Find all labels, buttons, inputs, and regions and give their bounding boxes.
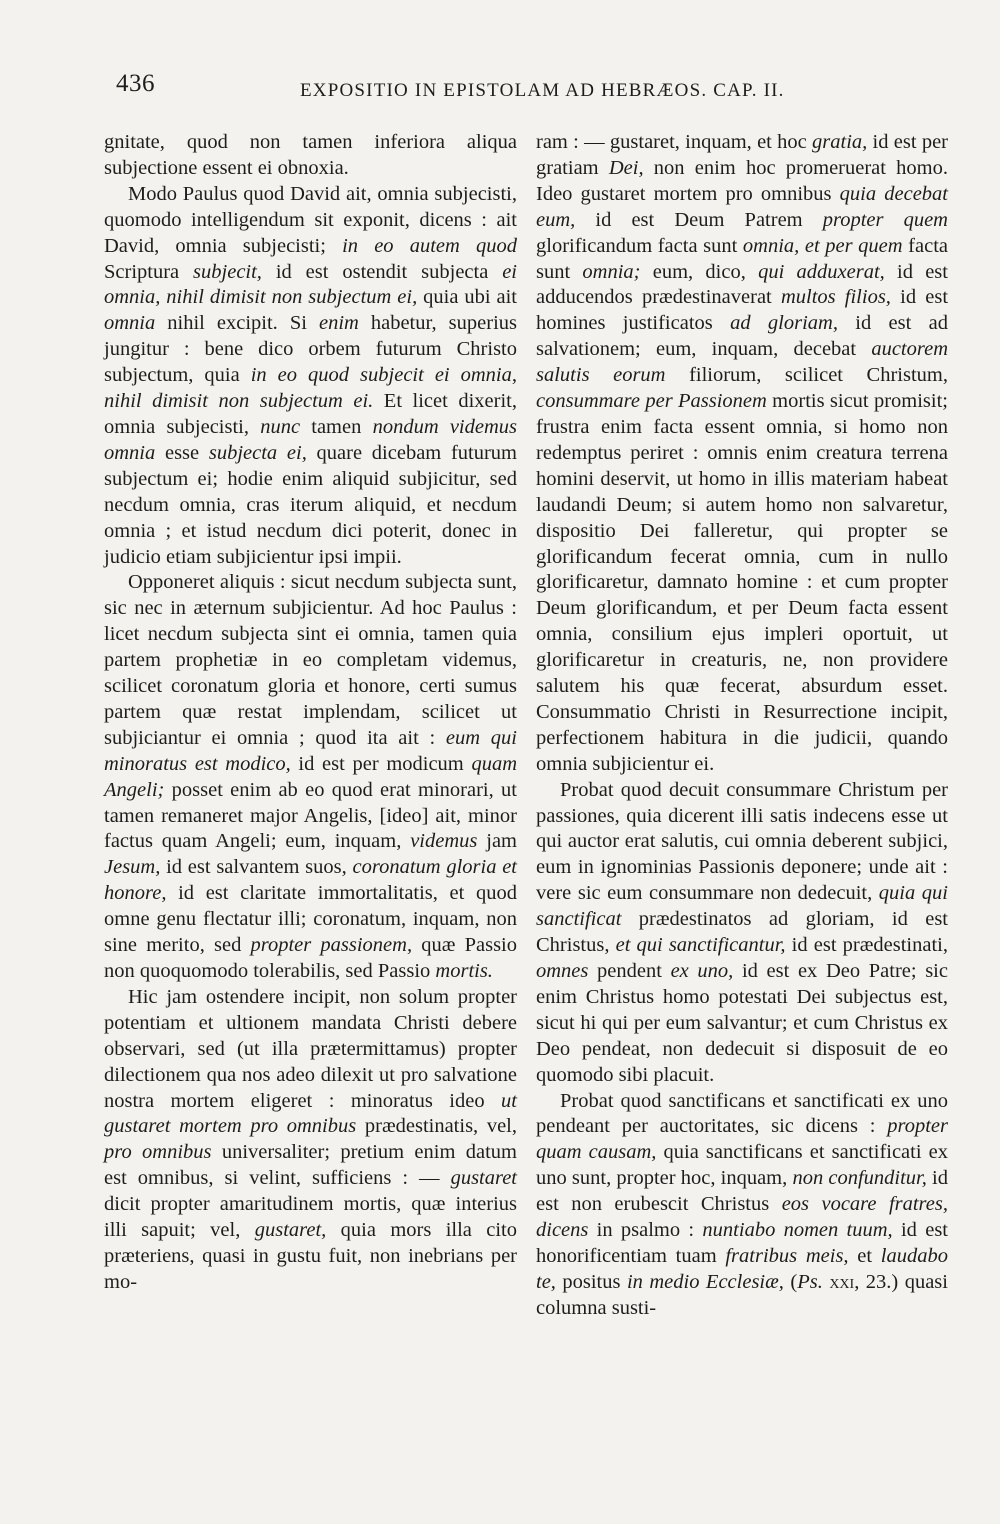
italic-text-run: ut gustaret mortem pro omnibus [104,1089,517,1138]
italic-text-run: subjecta ei, [208,441,307,464]
italic-text-run: propter quam causam, [536,1115,948,1164]
italic-text-run: quia decebat eum, [536,182,948,231]
text-run: esse [155,441,209,464]
italic-text-run: gustaret [450,1167,517,1190]
text-run: universaliter; pretium enim datum est omnibus, si velint, sufficiens : — [104,1141,517,1190]
text-run: id est per gratiam [536,131,948,179]
paragraph [104,182,517,571]
italic-text-run: laudabo te, [536,1244,948,1293]
italic-text-run: nuntiabo nomen tuum, [702,1219,893,1242]
text-run: id est prædestinati, [785,934,948,957]
italic-text-run: Ps. [797,1270,823,1293]
text-run: prædestinatos ad gloriam, id est Christus, [536,908,948,957]
paragraph [104,570,517,985]
italic-text-run: Jesum, [104,856,161,879]
italic-text-run: propter passionem, [250,934,413,957]
text-run: xxi [829,1270,855,1293]
italic-text-run: quia qui sanctificat [536,882,948,931]
italic-text-run: ex uno, [670,960,734,982]
italic-text-run: eos vocare fratres, dicens [536,1193,948,1242]
text-run: posset enim ab eo quod erat minorari, ut tamen remaneret major Angelis, [ideo] ait, minor factus quam Angeli; eum, inquam, [104,778,517,853]
text-run: id est homines justificatos [536,286,949,335]
text-run: glorificandum facta sunt [536,234,743,257]
paragraph [104,985,517,1296]
text-run: ( [783,1270,798,1293]
text-run: nihil excipit. Si [155,312,319,335]
text-run: quia mors illa cito præteriens, quasi in gustu fuit, non inebrians per mo- [104,1219,517,1293]
text-run: facta sunt [536,234,948,283]
text-run: Probat quod decuit consummare Christum per passiones, quia dicerent illi satis indecens esse ut qui auctor erat salutis, cui omnia deberent subjici, eum in ignominias Passionis deponere; unde ait : vere sic eum consummare non dedecuit, [536,778,948,905]
text-run: Scriptura [104,260,194,283]
text-run: ram : — gustaret, inquam, et hoc [536,131,813,153]
italic-text-run: in eo quod subjecit ei omnia, nihil dimisit non subjectum ei. [104,364,518,413]
paragraph [536,778,948,1089]
italic-text-run: quam Angeli; [104,752,517,801]
text-run: id est ostendit subjecta [261,260,503,283]
text-run: filiorum, scilicet Christum, [665,364,948,387]
text-run: id est ex Deo Patre; sic enim Christus homo potestati Dei subjectus est, sicut hi qui per eum salvantur; et cum Christus ex Deo pendeat, non dedecuit si disposuit de eo quomodo sibi placuit. [536,960,948,1086]
italic-text-run: Dei, [608,156,644,179]
italic-text-run: enim [318,312,359,335]
italic-text-run: multos filios, [780,286,891,309]
page-number: 436 [116,70,155,97]
text-run: id est non erubescit Christus [536,1167,948,1216]
italic-text-run: nondum videmus omnia [104,415,517,464]
text-run: non enim hoc promeruerat homo. Ideo gustaret mortem pro omnibus [536,156,948,205]
italic-text-run: pro omnibus [104,1141,212,1164]
paragraph [536,1089,948,1322]
italic-text-run: in medio Ecclesiæ, [626,1270,784,1293]
italic-text-run: auctorem salutis eorum [536,338,948,387]
text-run: mortis sicut promisit; frustra enim facta essent omnia, si homo non redemptus periret : omnis enim creatura terrena homini deservit, ut homo in illis materiam habeat laudandi Deum; si autem homo non salvaretur, dispositio Dei falleretur, qui propter se glorificandum fecerat omnia, cum in nullo glorificaretur, damnato homine : et cum propter Deum glorificandum, et per Deum facta essent omnia, consilium ejus impleri oportuit, ut glorificaretur in creaturis, ne, non providere salutem his quæ fecerat, absurdum esset. Consummatio Christi in Resurrectione incipit, perfectionem habitura in die judicii, quando omnia subjicientur ei. [536,390,948,775]
italic-text-run: et qui sanctificantur, [615,934,786,957]
italic-text-run: coronatum gloria et honore, [104,856,517,905]
text-run: pendent [588,960,671,982]
text-run: id est Deum Patrem [575,208,823,231]
text-run: tamen [300,415,373,438]
text-run: id est adducendos prædestinaverat [536,260,948,309]
text-run: Et licet dixerit, omnia subjecisti, [104,390,517,438]
paragraph [536,130,948,778]
text-run: habetur, superius jungitur : bene dico orbem futurum Christo subjectum, quia [104,312,517,387]
italic-text-run: omnes [536,960,589,982]
text-run: dicit propter amaritudinem mortis, quæ interius illi sapuit; vel, [104,1193,517,1242]
text-run: , 23.) quasi columna susti- [536,1270,948,1319]
text-run: id est ad salvationem; eum, inquam, decebat [536,312,948,361]
italic-text-run: qui adduxerat, [758,260,885,283]
text-run: in psalmo : [588,1219,703,1242]
left-text-column [104,130,517,1296]
text-run: quia ubi ait [417,286,517,309]
italic-text-run: nunc [260,415,301,438]
text-run: Opponeret aliquis : sicut necdum subjecta sunt, sic nec in æternum subjicientur. Ad hoc Paulus : licet necdum subjecta sint ei omnia, tamen quia partem prophetiæ in eo completam videmus, scilicet coronatum gloria et honore, certi sumus partem quæ restat implendam, scilicet ut subjiciantur ei omnia ; quod ita ait : [104,571,517,749]
text-run: quia sanctificans et sanctificati ex uno sunt, propter hoc, inquam, [536,1141,948,1190]
text-run: et [848,1244,881,1267]
text-run: positus [555,1270,627,1293]
italic-text-run: videmus [410,830,478,853]
text-run: Hic jam ostendere incipit, non solum propter potentiam et ultionem mandata Christi debere observari, sed (ut illa prætermittamus) propter dilectionem qua nos adeo dilexit ut pro salvatione nostra mortem eligeret : minoratus ideo [104,985,517,1112]
italic-text-run: in eo autem quod [342,234,517,257]
italic-text-run: omnia, et per quem [742,234,903,257]
text-run: id est salvantem suos, [160,856,353,879]
italic-text-run: subjecit, [193,260,262,283]
text-run: jam [477,830,517,853]
right-text-column [536,130,948,1322]
text-run: id est claritate immortalitatis, et quod omne genu flectatur illi; coronatum, inquam, non sine merito, sed [104,882,517,957]
text-run: quæ Passio non quoquomodo tolerabilis, sed Passio [104,934,518,982]
italic-text-run: omnia; [582,260,641,283]
italic-text-run: propter quem [822,208,948,231]
italic-text-run: mortis. [435,960,493,982]
italic-text-run: non confunditur, [792,1167,927,1190]
italic-text-run: ei omnia, nihil dimisit non subjectum ei, [104,260,517,309]
text-run: id est honorificentiam tuam [536,1219,948,1267]
italic-text-run: gratia, [812,131,868,153]
text-run: quare dicebam futurum subjectum ei; hodie enim aliquid subjicitur, sed necdum omnia, cras iterum aliquid, et necdum omnia ; et istud necdum dici poterit, donec in judicio etiam subjicientur ipsi impii. [104,441,517,568]
italic-text-run: gustaret, [254,1219,327,1242]
text-run: id est per modicum [290,752,472,775]
text-run: Probat quod sanctificans et sanctificati ex uno pendeant per auctoritates, sic dicens : [536,1089,948,1138]
text-run: Modo Paulus quod David ait, omnia subjecisti, quomodo intelligendum sit exponit, dicens : ait David, omnia subjecisti; [104,182,517,257]
italic-text-run: fratribus meis, [725,1244,849,1267]
italic-text-run: consummare per Passionem [536,390,767,413]
italic-text-run: omnia [104,312,156,335]
text-run: prædestinatis, vel, [356,1115,517,1138]
italic-text-run: eum qui minoratus est modico, [104,726,517,775]
running-head: EXPOSITIO IN EPISTOLAM AD HEBRÆOS. CAP. II. [300,80,785,101]
italic-text-run: ad gloriam, [730,312,838,335]
paragraph [104,130,517,182]
text-run: gnitate, quod non tamen inferiora aliqua subjectione essent ei obnoxia. [104,131,517,179]
text-run: eum, dico, [640,260,759,283]
